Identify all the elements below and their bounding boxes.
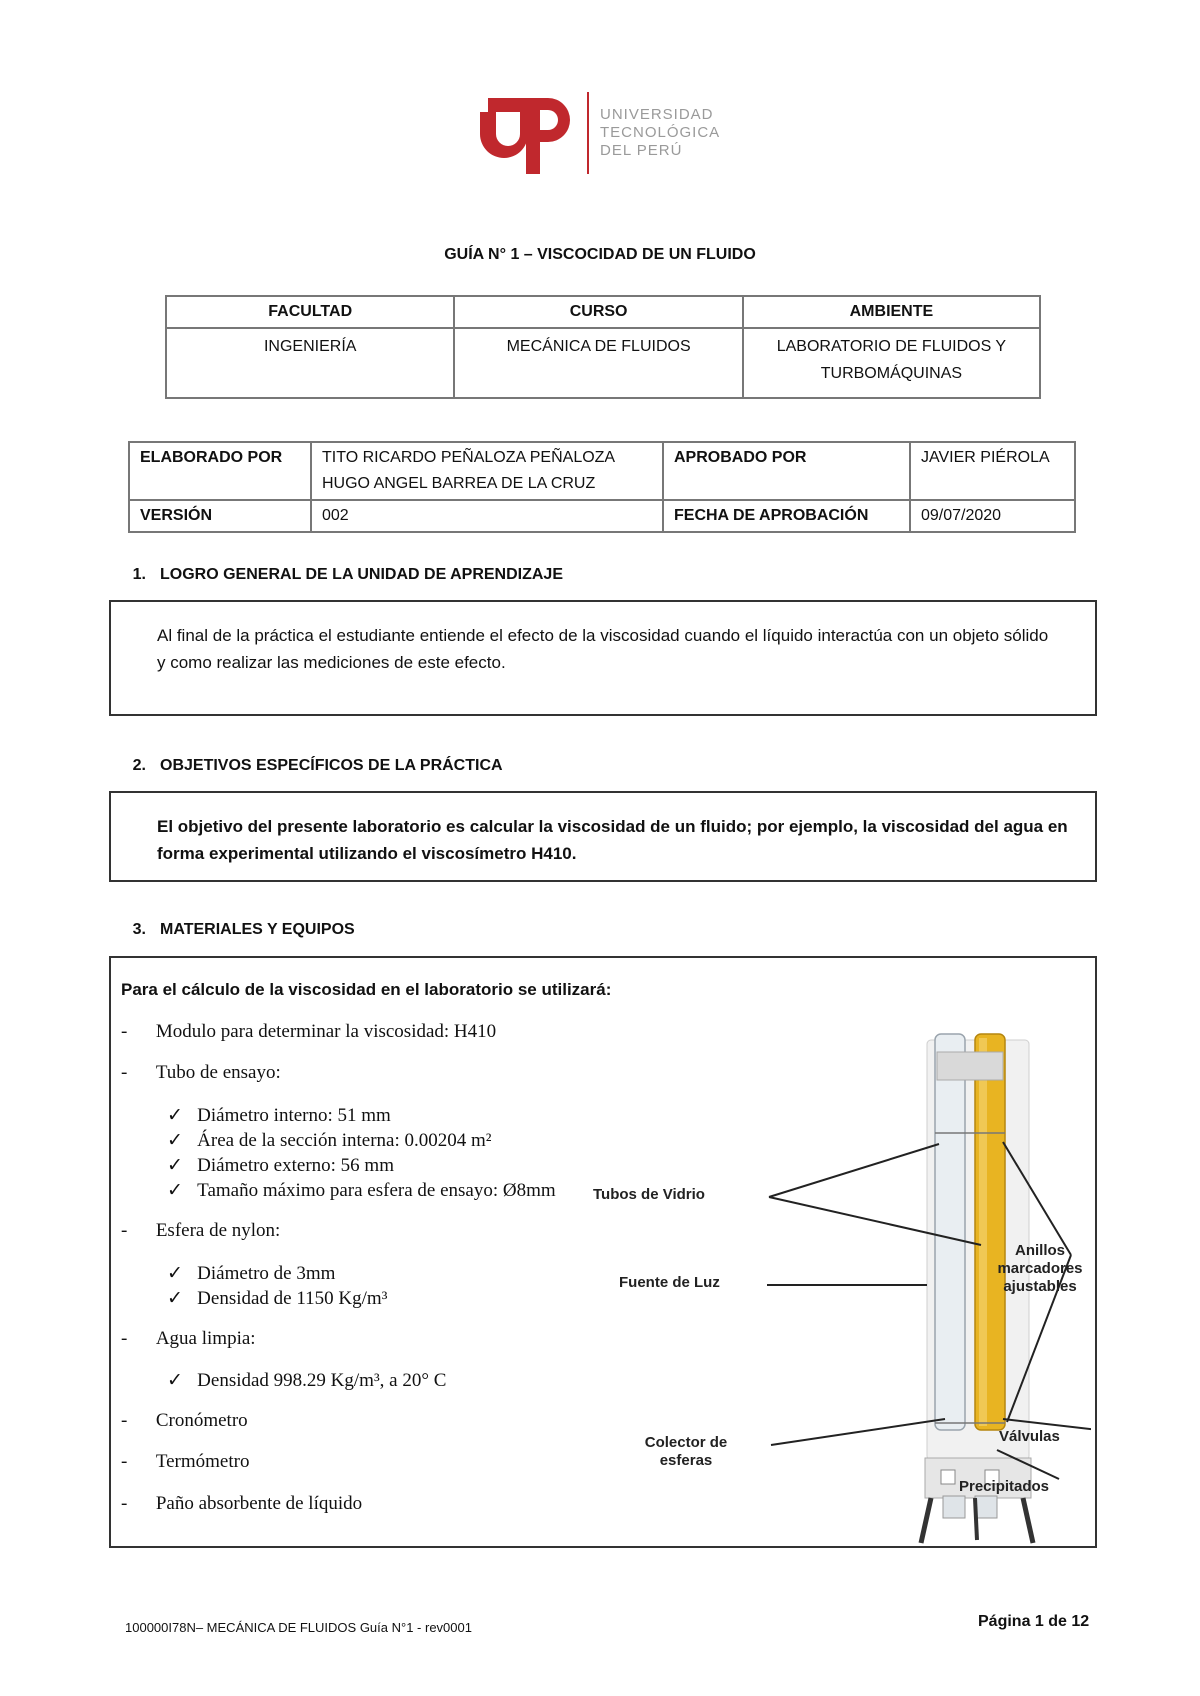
fecha-label: FECHA DE APROBACIÓN (663, 500, 910, 532)
author-2: HUGO ANGEL BARREA DE LA CRUZ (322, 475, 596, 492)
checkmark-icon: ✓ (167, 1263, 183, 1284)
tube-caps (937, 1052, 1003, 1080)
material-item: - Agua limpia: (121, 1328, 256, 1349)
material-item: - Tubo de ensayo: (121, 1062, 281, 1083)
check-item (167, 1287, 387, 1310)
material-item-text: Termómetro (155, 1451, 250, 1472)
check-item-text: Diámetro externo: 56 mm (197, 1155, 394, 1176)
footer-code: 100000I78N– MECÁNICA DE FLUIDOS Guía N°1 - rev0001 (125, 1620, 472, 1635)
value-facultad: INGENIERÍA (166, 328, 454, 398)
label-colector-line-1: Colector de (644, 1434, 728, 1451)
glass-tube-clear (935, 1034, 965, 1430)
version-value: 002 (311, 500, 663, 532)
material-item-text: Paño absorbente de líquido (155, 1493, 363, 1514)
checkmark-icon: ✓ (167, 1105, 183, 1126)
section-1-box (109, 600, 1097, 716)
check-item (167, 1262, 335, 1285)
label-anillos-line-3: ajustables (1003, 1278, 1077, 1295)
arrow-tubos-1 (769, 1144, 939, 1197)
check-item (167, 1129, 491, 1152)
check-item-text: Densidad 998.29 Kg/m³, a 20° C (197, 1370, 447, 1391)
label-anillos-line-1: Anillos (1014, 1242, 1065, 1259)
label-colector-line-2: esferas (659, 1452, 713, 1469)
check-item (167, 1369, 446, 1392)
stand-leg-right (1023, 1498, 1033, 1543)
footer-page-number: Página 1 de 12 (978, 1613, 1090, 1630)
stand-leg-left (921, 1498, 931, 1543)
aprobado-value: JAVIER PIÉROLA (910, 442, 1075, 500)
label-tubos: Tubos de Vidrio (593, 1186, 705, 1203)
elaborado-label: ELABORADO POR (129, 442, 311, 500)
logo-wordmark (600, 106, 720, 160)
checkmark-icon: ✓ (167, 1130, 183, 1151)
check-item-text: Área de la sección interna: 0.00204 m² (197, 1130, 492, 1151)
section-2-title: OBJETIVOS ESPECÍFICOS DE LA PRÁCTICA (160, 757, 503, 774)
material-item-text: Esfera de nylon: (155, 1220, 281, 1241)
check-item (167, 1104, 391, 1127)
aprobado-label: APROBADO POR (663, 442, 910, 500)
label-fuente: Fuente de Luz (619, 1274, 720, 1291)
section-2-text: El objetivo del presente laboratorio es calcular la viscosidad de un fluido; por ejemplo, la viscosidad del agua en forma experimental utilizando el viscosímetro H410. (157, 817, 1068, 863)
beaker-left (943, 1496, 965, 1518)
logo-divider (587, 92, 589, 174)
document-title: GUÍA N° 1 – VISCOCIDAD DE UN FLUIDO (444, 246, 756, 263)
material-item-text: Cronómetro (155, 1410, 248, 1431)
label-valvulas: Válvulas (999, 1428, 1060, 1445)
section-1-title: LOGRO GENERAL DE LA UNIDAD DE APRENDIZAJE (160, 566, 563, 583)
valve-left (941, 1470, 955, 1484)
version-label: VERSIÓN (129, 500, 311, 532)
stand-leg-back (975, 1498, 977, 1540)
logo-line-3: DEL PERÚ (600, 142, 683, 159)
section-3-heading (108, 921, 355, 939)
header-curso: CURSO (454, 296, 742, 328)
header-ambiente: AMBIENTE (743, 296, 1040, 328)
section-2-box (109, 791, 1097, 882)
material-item: - Esfera de nylon: (121, 1220, 281, 1241)
header-facultad: FACULTAD (166, 296, 454, 328)
material-item-text: Agua limpia: (155, 1328, 256, 1349)
check-item-text: Densidad de 1150 Kg/m³ (197, 1288, 388, 1309)
label-colector (631, 1434, 741, 1470)
course-info-table (165, 295, 1041, 399)
material-item-text: Tubo de ensayo: (155, 1062, 281, 1083)
check-item-text: Tamaño máximo para esfera de ensayo: Ø8mm (197, 1180, 556, 1201)
logo-line-2: TECNOLÓGICA (600, 124, 721, 141)
arrow-colector (771, 1419, 945, 1445)
section-3-number: 3. (132, 921, 146, 938)
materials-intro: Para el cálculo de la viscosidad en el laboratorio se utilizará: (121, 980, 612, 999)
material-item-text: Modulo para determinar la viscosidad: H410 (155, 1021, 497, 1042)
checkmark-icon: ✓ (167, 1288, 183, 1309)
material-item: - Termómetro (121, 1451, 250, 1472)
checkmark-icon: ✓ (167, 1155, 183, 1176)
check-item (167, 1179, 556, 1202)
value-curso: MECÁNICA DE FLUIDOS (454, 328, 742, 398)
check-item-text: Diámetro interno: 51 mm (197, 1105, 391, 1126)
utp-logo-icon (478, 90, 576, 176)
section-3-box (109, 956, 1097, 1548)
material-item: - Cronómetro (121, 1410, 248, 1431)
beaker-right (975, 1496, 997, 1518)
material-item: - Paño absorbente de líquido (121, 1493, 363, 1514)
section-1-heading (108, 566, 563, 584)
section-2-number: 2. (132, 757, 146, 774)
label-precipitados: Precipitados (959, 1478, 1050, 1495)
value-ambiente: LABORATORIO DE FLUIDOS Y TURBOMÁQUINAS (743, 328, 1040, 398)
checkmark-icon: ✓ (167, 1180, 183, 1201)
section-1-number: 1. (132, 566, 146, 583)
check-item-text: Diámetro de 3mm (197, 1263, 336, 1284)
section-3-title: MATERIALES Y EQUIPOS (160, 921, 355, 938)
label-anillos-line-2: marcadores (997, 1260, 1083, 1277)
authorship-table (128, 441, 1076, 533)
section-1-text: Al final de la práctica el estudiante entiende el efecto de la viscosidad cuando el líquido interactúa con un objeto sólido y como realizar las mediciones de este efecto. (157, 626, 1049, 672)
logo-line-1: UNIVERSIDAD (600, 106, 714, 123)
fecha-value: 09/07/2020 (910, 500, 1075, 532)
section-2-heading (108, 757, 503, 775)
check-item (167, 1154, 394, 1177)
tube-highlight (979, 1038, 987, 1426)
checkmark-icon: ✓ (167, 1370, 183, 1391)
label-anillos (985, 1242, 1095, 1296)
material-item: - Modulo para determinar la viscosidad: H410 (121, 1021, 497, 1042)
author-1: TITO RICARDO PEÑALOZA PEÑALOZA (322, 449, 616, 466)
elaborado-value (311, 442, 663, 500)
